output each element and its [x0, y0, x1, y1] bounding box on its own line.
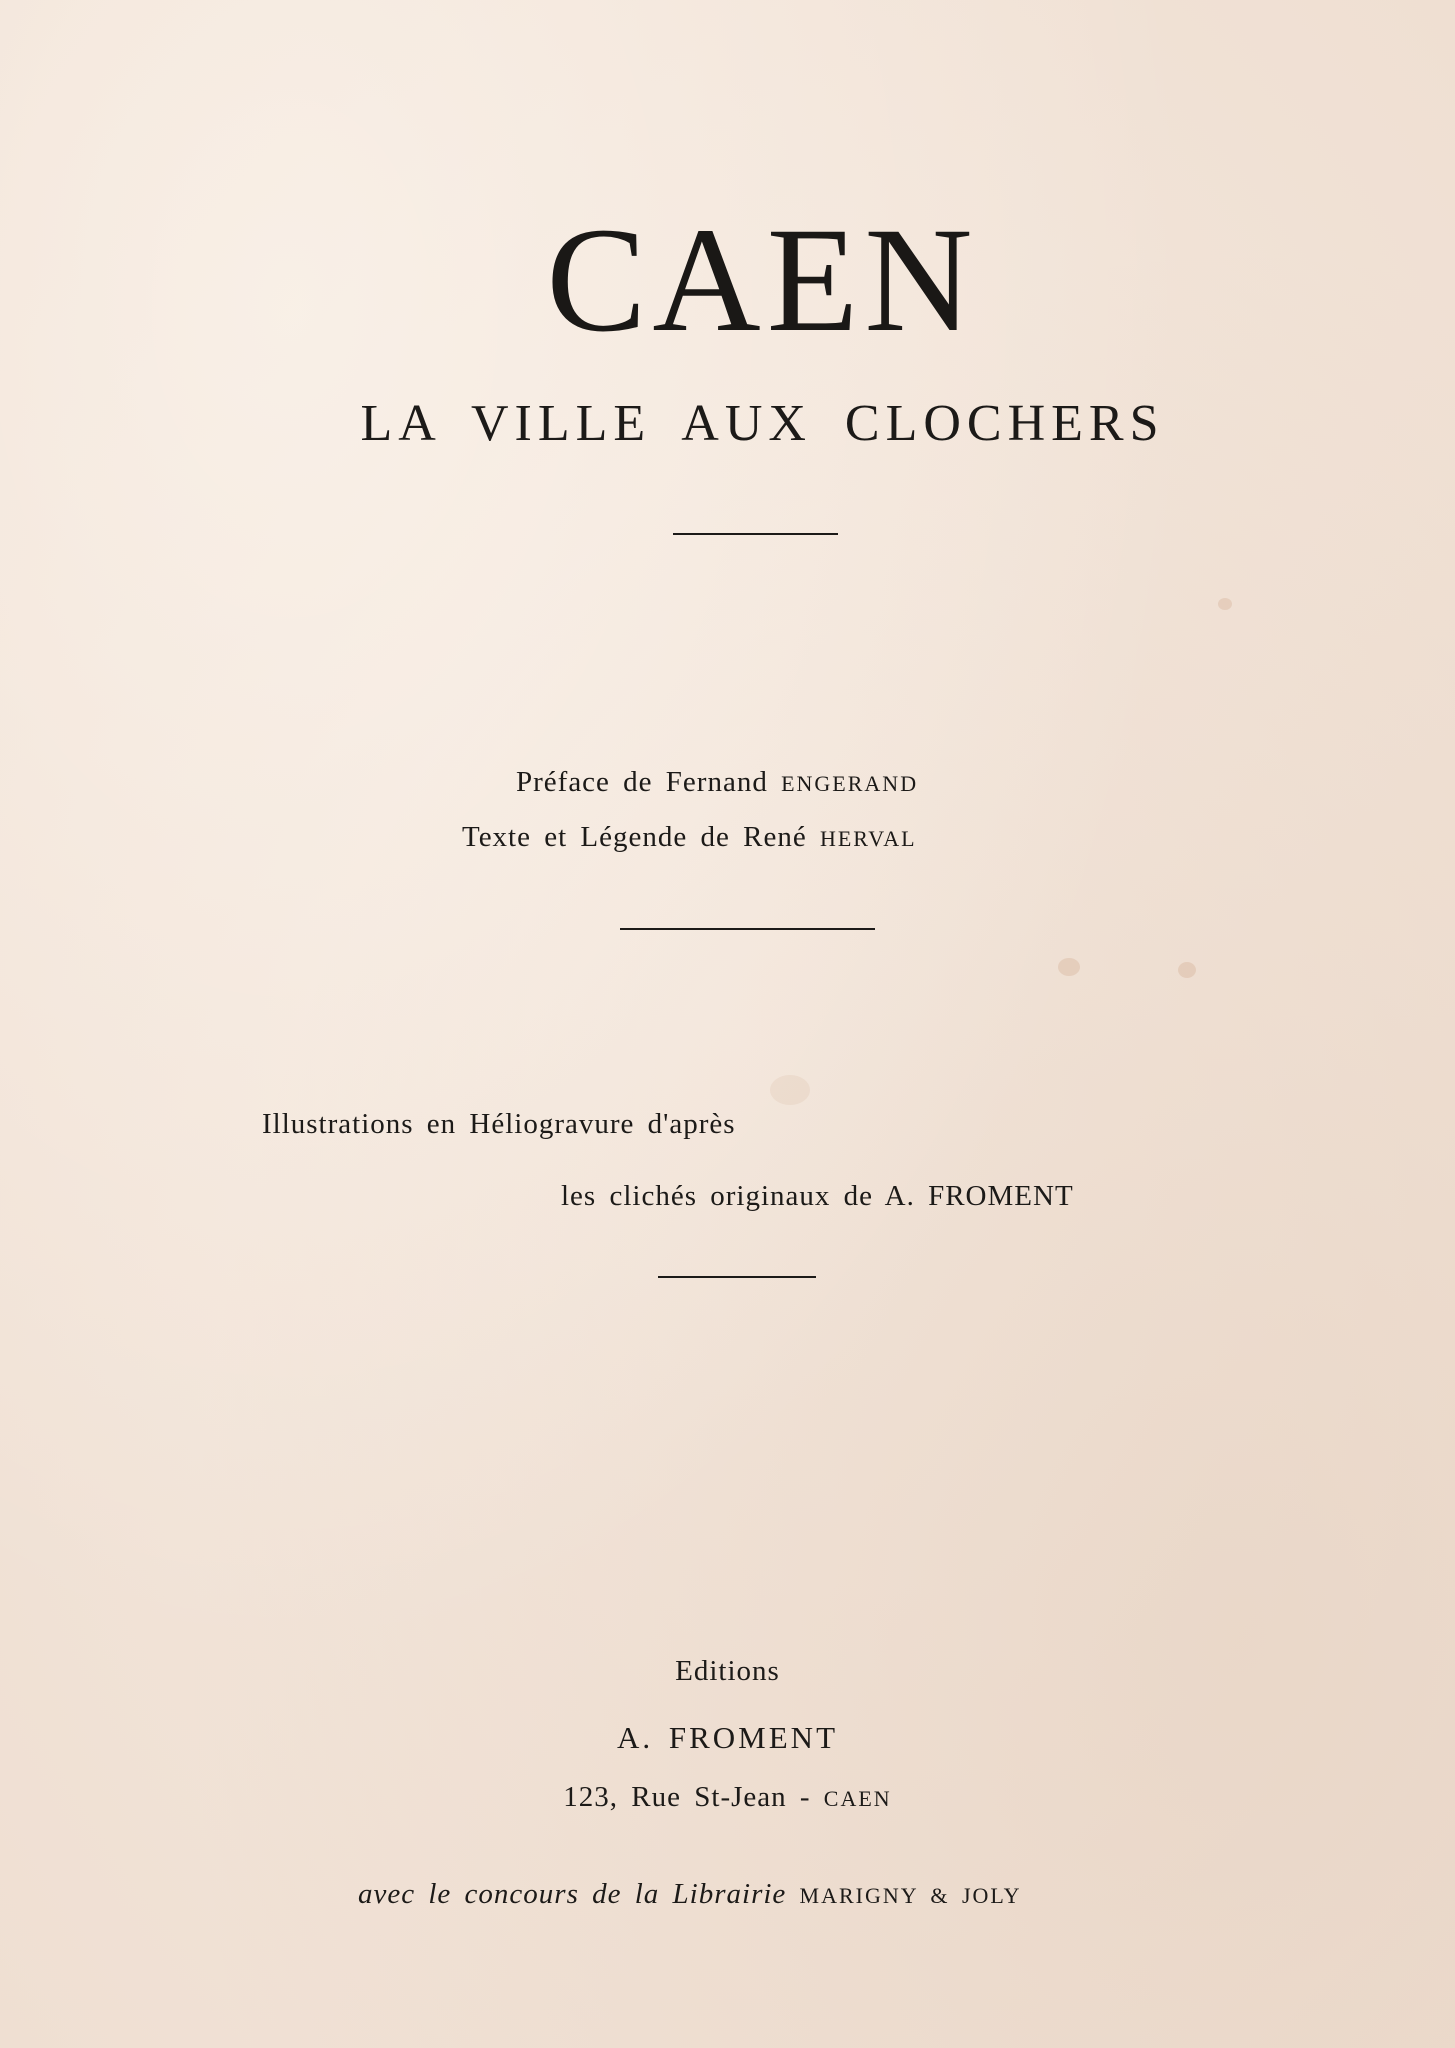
preface-credit-name: ENGERAND [781, 771, 919, 796]
divider-rule [658, 1276, 816, 1278]
publisher-concours-name: MARIGNY & JOLY [799, 1883, 1022, 1908]
divider-rule [620, 928, 875, 930]
paper-spot [1178, 962, 1196, 978]
publisher-label: Editions [675, 1655, 780, 1687]
publisher-address [0, 1783, 1455, 1812]
paper-spot [770, 1075, 810, 1105]
text-credit-prefix: Texte et Légende de René [462, 821, 820, 853]
divider-rule [673, 533, 838, 535]
paper-spot [1218, 598, 1232, 610]
paper-spot [1058, 958, 1080, 976]
preface-credit [516, 768, 918, 797]
publisher-address-city: CAEN [823, 1786, 892, 1811]
illustrations-line-1: Illustrations en Héliogravure d'après [262, 1108, 736, 1140]
text-credit [462, 823, 917, 852]
text-credit-name: HERVAL [819, 826, 917, 851]
preface-credit-prefix: Préface de Fernand [516, 766, 782, 798]
publisher-concours-prefix: avec le concours de la Librairie [358, 1878, 800, 1910]
page-title: CAEN [546, 197, 979, 363]
publisher-address-prefix: 123, Rue St-Jean - [563, 1781, 824, 1813]
publisher-concours [358, 1880, 1022, 1909]
page-subtitle: LA VILLE AUX CLOCHERS [360, 395, 1165, 452]
illustrations-line-2: les clichés originaux de A. FROMENT [561, 1180, 1074, 1212]
publisher-name: A. FROMENT [616, 1720, 838, 1755]
